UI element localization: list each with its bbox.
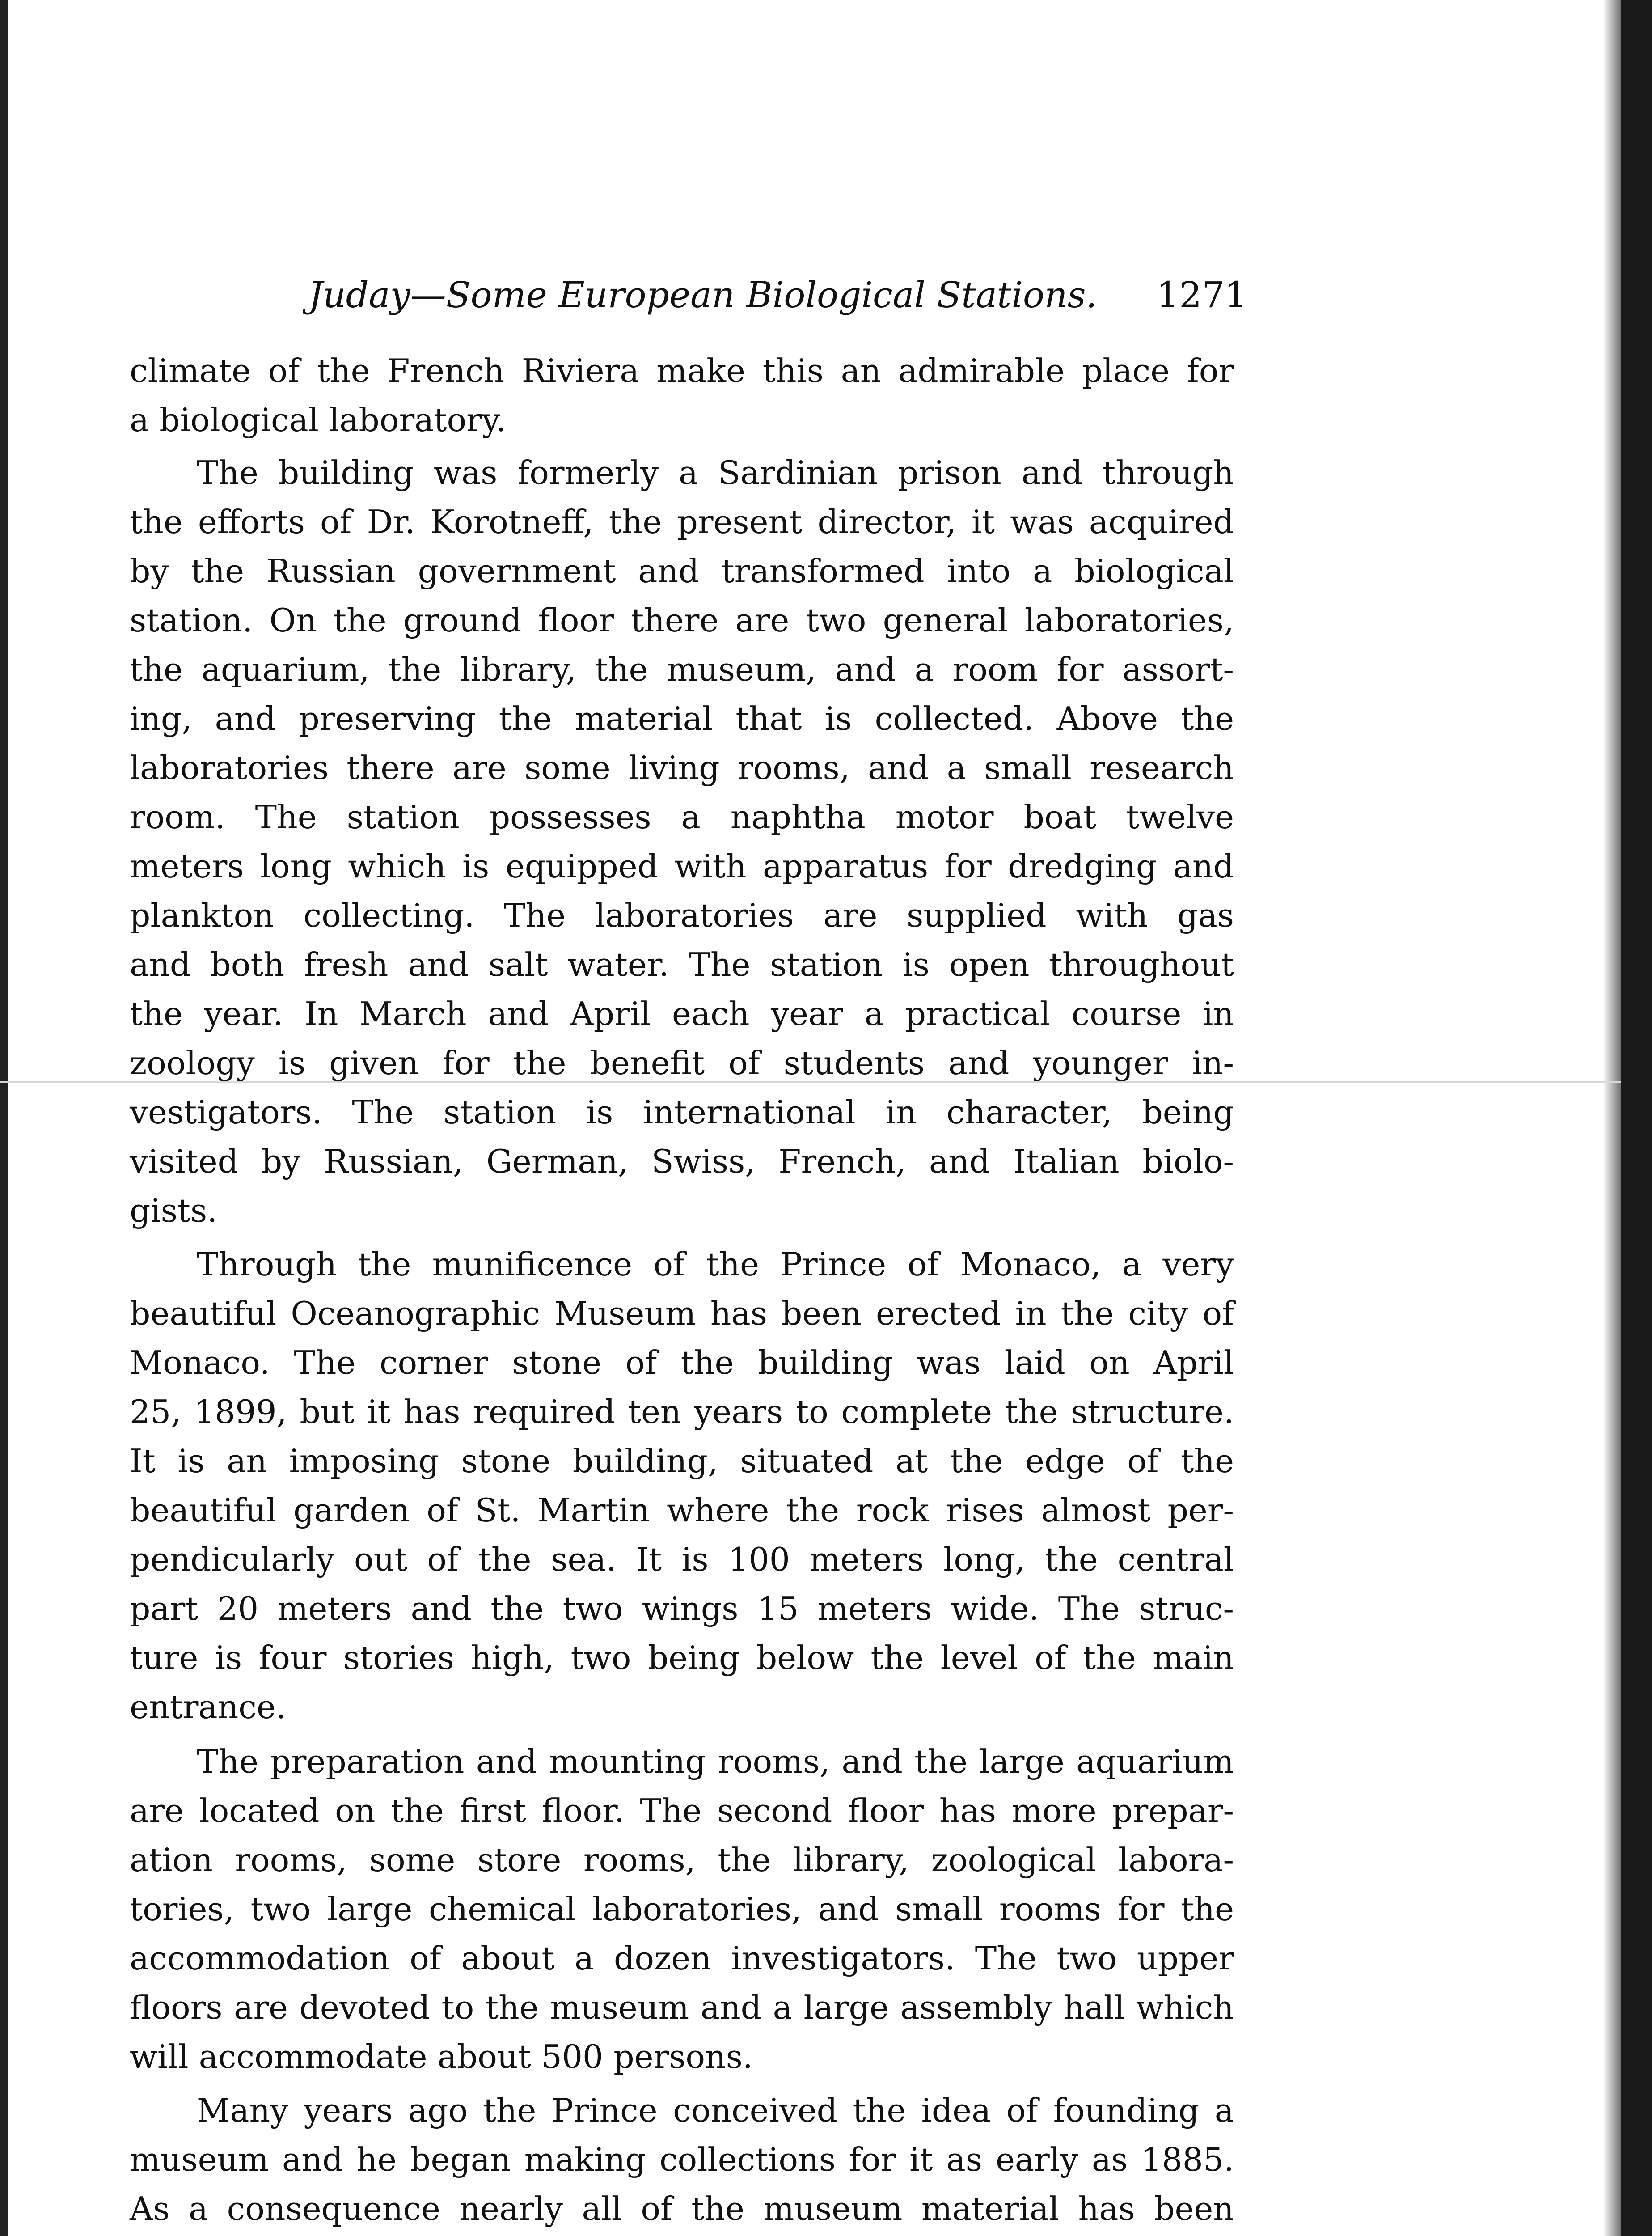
text-line: pendicularly out of the sea. It is 100 meters long, the central: [130, 1541, 1234, 1579]
text-line: floors are devoted to the museum and a large assembly hall which: [130, 1989, 1234, 2027]
text-line: will accommodate about 500 persons.: [130, 2038, 753, 2076]
text-line: visited by Russian, German, Swiss, French, and Italian biolo-: [130, 1143, 1234, 1181]
text-line: Through the munificence of the Prince of Monaco, a very: [197, 1246, 1234, 1283]
scan-left-edge: [0, 0, 8, 2236]
text-line: tories, two large chemical laboratories, and small rooms for the: [130, 1891, 1234, 1928]
text-line: entrance.: [130, 1689, 286, 1726]
text-line: vestigators. The station is international in character, being: [130, 1094, 1234, 1131]
text-line: As a consequence nearly all of the museum material has been: [130, 2190, 1234, 2228]
paragraph: [130, 2086, 1234, 2234]
paragraph: [130, 1240, 1234, 1732]
text-line: It is an imposing stone building, situated at the edge of the: [130, 1443, 1234, 1480]
text-line: Many years ago the Prince conceived the idea of founding a: [197, 2092, 1234, 2130]
text-line: Monaco. The corner stone of the building was laid on April: [130, 1344, 1234, 1382]
text-line: ation rooms, some store rooms, the library, zoological labora-: [130, 1842, 1234, 1879]
text-line: ing, and preserving the material that is collected. Above the: [130, 700, 1234, 738]
text-line: the efforts of Dr. Korotneff, the present director, it was acquired: [130, 504, 1234, 541]
text-line: climate of the French Riviera make this an admirable place for: [130, 352, 1234, 390]
running-head: Juday—Some European Biological Stations.: [308, 274, 1097, 316]
text-line: beautiful Oceanographic Museum has been erected in the city of: [130, 1295, 1234, 1333]
text-line: a biological laboratory.: [130, 402, 507, 439]
text-line: zoology is given for the benefit of students and younger in-: [130, 1045, 1234, 1082]
text-line: and both fresh and salt water. The station is open throughout: [130, 946, 1234, 984]
text-line: museum and he began making collections for it as early as 1885.: [130, 2141, 1234, 2179]
paragraph: [130, 449, 1234, 1236]
paragraph: [130, 1737, 1234, 2082]
text-line: station. On the ground floor there are two general laboratories,: [130, 602, 1234, 639]
text-line: The building was formerly a Sardinian prison and through: [197, 454, 1234, 492]
text-line: accommodation of about a dozen investigators. The two upper: [130, 1940, 1234, 1978]
text-line: 25, 1899, but it has required ten years to complete the structure.: [130, 1393, 1234, 1431]
text-line: The preparation and mounting rooms, and the large aquarium: [197, 1743, 1234, 1781]
text-line: gists.: [130, 1192, 218, 1230]
text-line: ture is four stories high, two being below the level of the main: [130, 1639, 1234, 1677]
text-line: the aquarium, the library, the museum, and a room for assort-: [130, 651, 1234, 689]
text-line: beautiful garden of St. Martin where the rock rises almost per-: [130, 1492, 1234, 1529]
page-number: 1271: [1156, 274, 1247, 316]
text-line: part 20 meters and the two wings 15 meters wide. The struc-: [130, 1590, 1234, 1628]
text-line: the year. In March and April each year a practical course in: [130, 995, 1234, 1033]
body-text: [130, 347, 1234, 2234]
text-line: are located on the first floor. The second floor has more prepar-: [130, 1792, 1234, 1830]
text-line: meters long which is equipped with apparatus for dredging and: [130, 848, 1234, 885]
text-line: laboratories there are some living rooms, and a small research: [130, 750, 1234, 787]
text-line: plankton collecting. The laboratories are supplied with gas: [130, 897, 1234, 935]
paragraph: [130, 347, 1234, 445]
text-line: room. The station possesses a naphtha motor boat twelve: [130, 799, 1234, 836]
text-line: by the Russian government and transformed into a biological: [130, 553, 1234, 590]
page-header: [308, 268, 1247, 322]
scan-right-edge: [1621, 0, 1652, 2236]
